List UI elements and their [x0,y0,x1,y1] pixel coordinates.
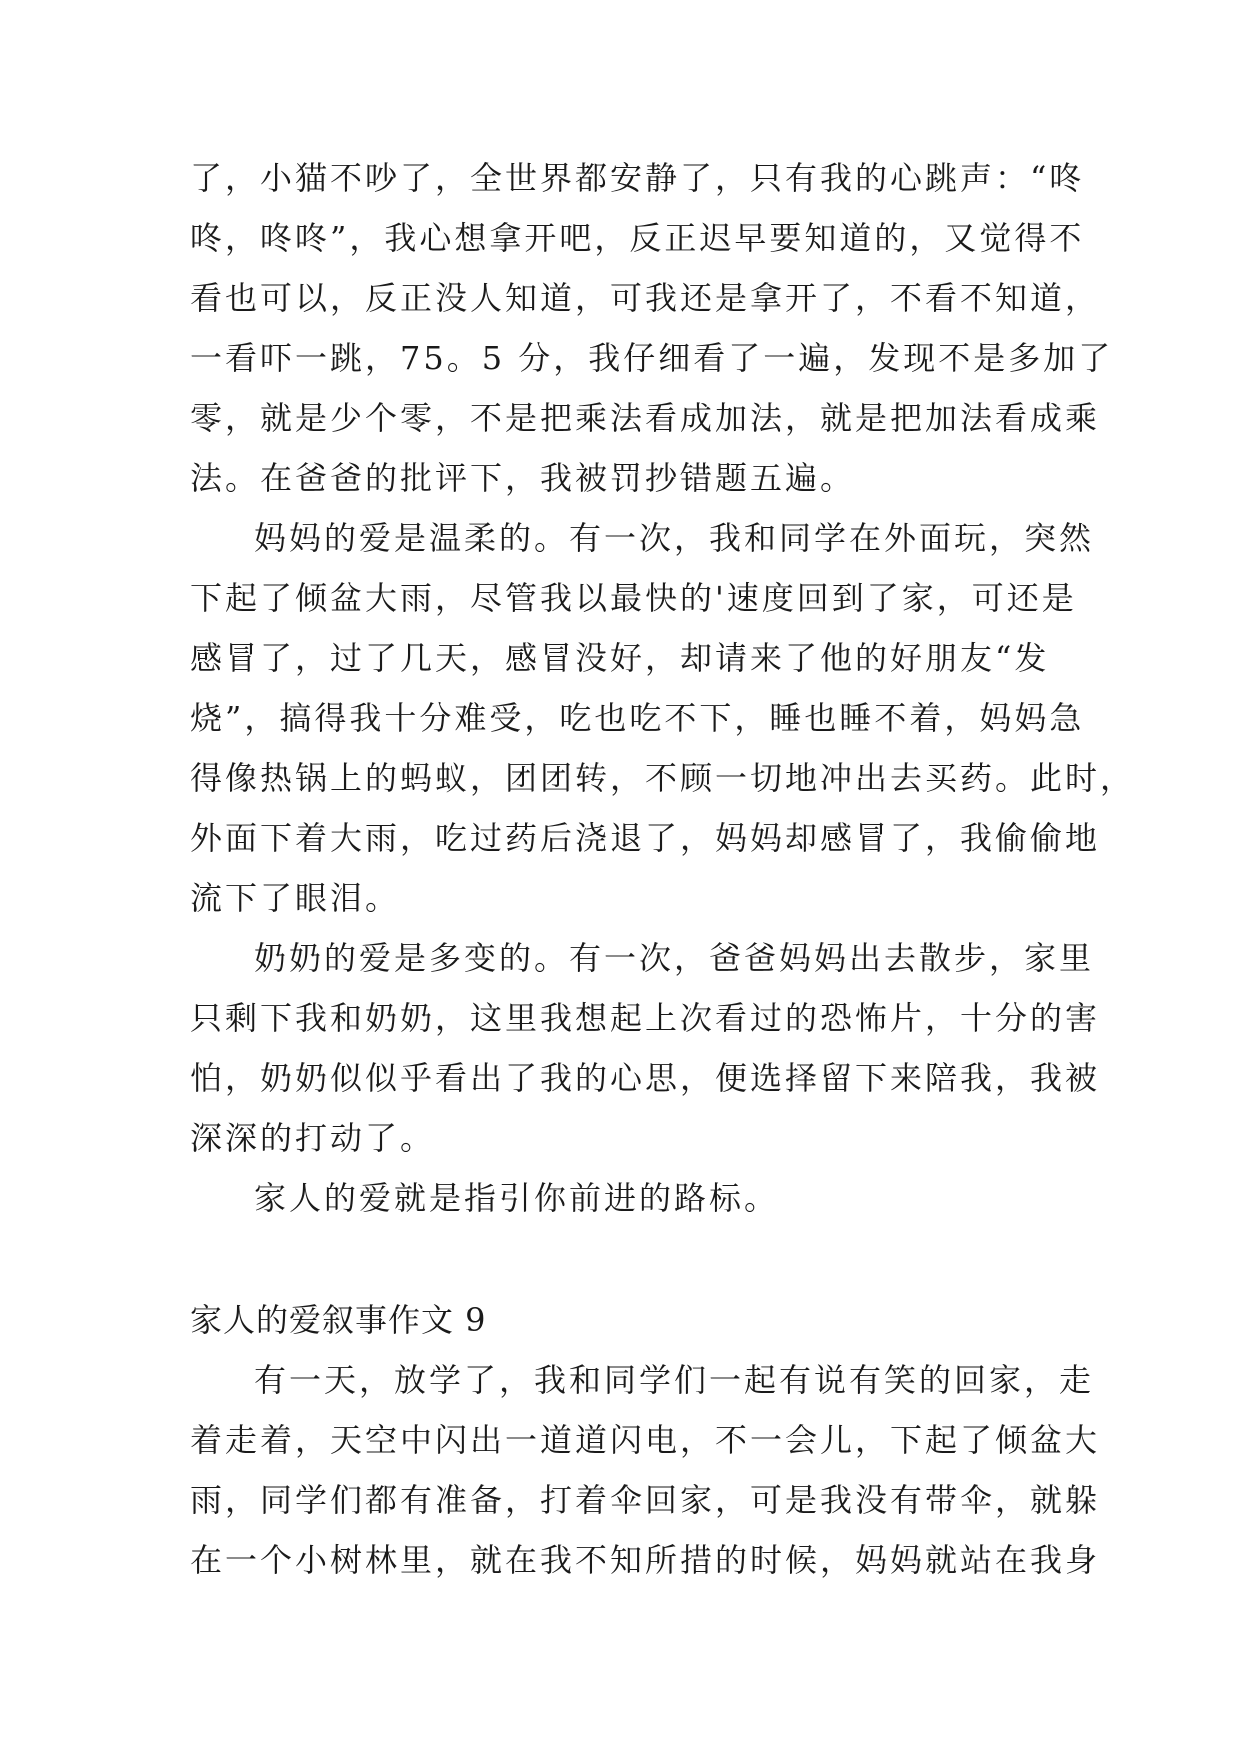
text-line: 下起了倾盆大雨，尽管我以最快的'速度回到了家，可还是 [190,579,1077,617]
text-line: 有一天，放学了，我和同学们一起有说有笑的回家，走 [254,1361,1095,1399]
document-page [190,148,1136,1590]
text-line: 只剩下我和奶奶，这里我想起上次看过的恐怖片，十分的害 [190,999,1101,1037]
text-line: 法。在爸爸的批评下，我被罚抄错题五遍。 [190,459,856,497]
text-line: 了，小猫不吵了，全世界都安静了，只有我的心跳声：“咚 [190,159,1085,197]
text-line: 外面下着大雨，吃过药后浇退了，妈妈却感冒了，我偷偷地 [190,819,1101,857]
text-line: 得像热锅上的蚂蚁，团团转，不顾一切地冲出去买药。此时， [190,759,1136,797]
text-line: 在一个小树林里，就在我不知所措的时候，妈妈就站在我身 [190,1541,1101,1579]
paragraph [190,1168,1070,1228]
text-line: 咚，咚咚”，我心想拿开吧，反正迟早要知道的，又觉得不 [190,219,1085,257]
text-line: 烧”，搞得我十分难受，吃也吃不下，睡也睡不着，妈妈急 [190,699,1085,737]
text-line: 妈妈的爱是温柔的。有一次，我和同学在外面玩，突然 [254,519,1095,557]
text-line: 雨，同学们都有准备，打着伞回家，可是我没有带伞，就躲 [190,1481,1101,1519]
section-spacer [190,1228,1070,1290]
text-line: 流下了眼泪。 [190,879,401,917]
text-line: 怕，奶奶似似乎看出了我的心思，便选择留下来陪我，我被 [190,1059,1101,1097]
paragraph [190,508,1136,928]
paragraph [190,1350,1101,1590]
paragraph [190,928,1101,1168]
text-line: 感冒了，过了几天，感冒没好，却请来了他的好朋友“发 [190,639,1050,677]
text-line: 零，就是少个零，不是把乘法看成加法，就是把加法看成乘 [190,399,1101,437]
section-heading: 家人的爱叙事作文 9 [190,1301,487,1339]
text-line: 家人的爱就是指引你前进的路标。 [254,1179,780,1217]
paragraph [190,148,1114,508]
text-line: 着走着，天空中闪出一道道闪电，不一会儿，下起了倾盆大 [190,1421,1101,1459]
text-line: 一看吓一跳，75。5 分，我仔细看了一遍，发现不是多加了 [190,339,1114,377]
text-line: 深深的打动了。 [190,1119,436,1157]
text-line: 奶奶的爱是多变的。有一次，爸爸妈妈出去散步，家里 [254,939,1095,977]
text-line: 看也可以，反正没人知道，可我还是拿开了，不看不知道， [190,279,1101,317]
